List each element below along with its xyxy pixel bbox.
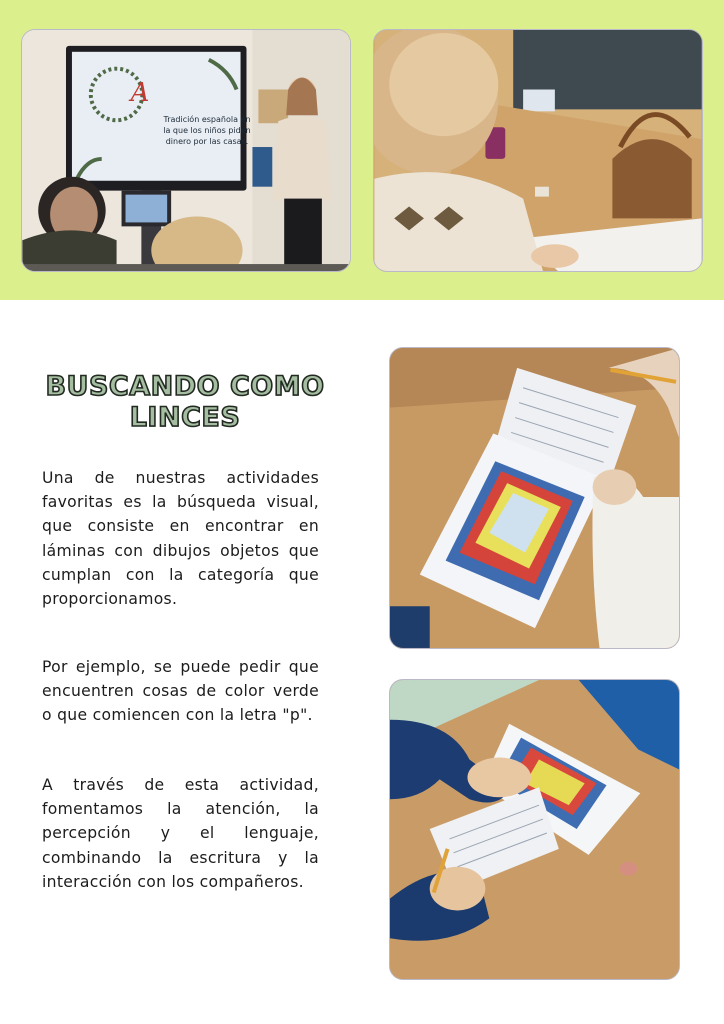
photo-visual-search-worksheet: [389, 347, 680, 649]
classroom-scene-illustration: [22, 30, 350, 271]
section-title: BUSCANDO COMO LINCES: [45, 371, 325, 434]
table-scene-illustration: [374, 30, 702, 271]
paragraph-example: Por ejemplo, se puede pedir que encuentren cosas de color verde o que comiencen con la letra "p".: [42, 658, 319, 725]
slide-caption: Tradición española en la que los niños piden dinero por las casas.: [163, 115, 251, 146]
writing-scene-illustration: [390, 680, 679, 979]
paragraph-benefits: A través de esta actividad, fomentamos la atención, la percepción y el lenguaje, combinando la escritura y la interacción con los compañeros.: [42, 776, 319, 891]
photo-classroom-presentation: [21, 29, 351, 272]
worksheet-scene-illustration: [390, 348, 679, 648]
photo-woman-at-table: [373, 29, 703, 272]
slide-letter: A: [130, 78, 150, 108]
photo-writing-exercise: [389, 679, 680, 980]
paragraph-activity-description: Una de nuestras actividades favoritas es la búsqueda visual, que consiste en encontrar en láminas con dibujos objetos que cumplan con la categoría que proporcionamos.: [42, 469, 319, 609]
